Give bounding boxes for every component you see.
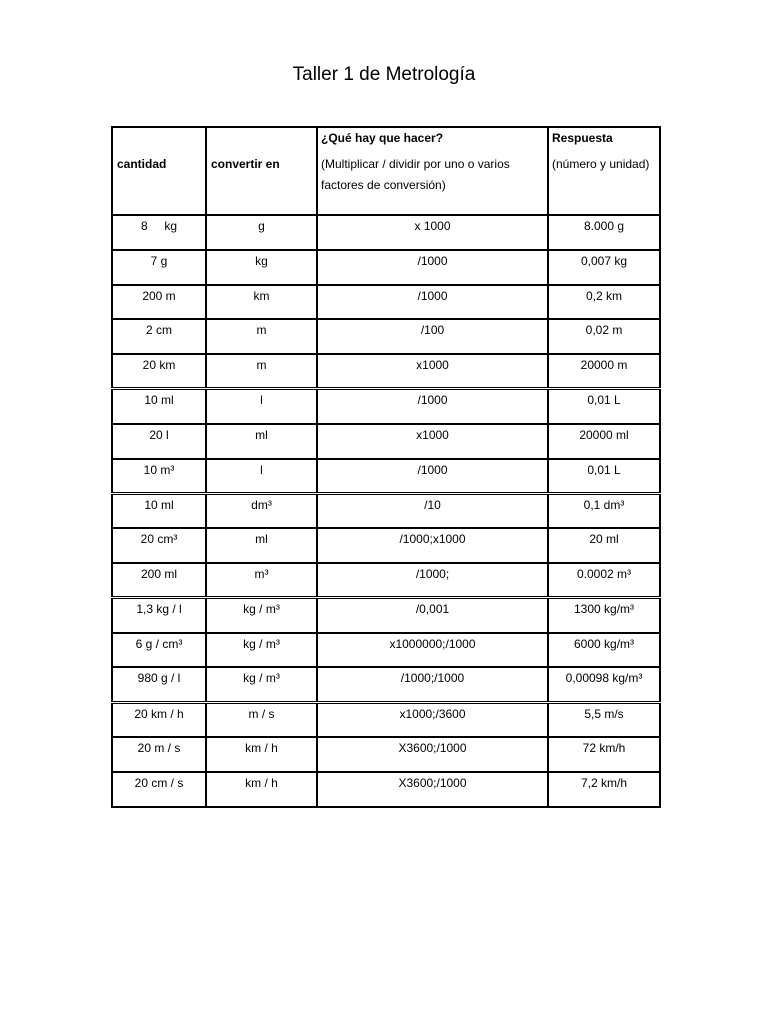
table-row <box>112 424 660 459</box>
table-row <box>112 319 660 354</box>
cell-convertir: kg <box>206 250 317 285</box>
cell-accion: /1000 <box>317 389 548 424</box>
cell-cantidad: 20 cm / s <box>112 772 206 807</box>
cell-convertir: g <box>206 215 317 250</box>
cell-respuesta: 8.000 g <box>548 215 660 250</box>
cell-cantidad: 7 g <box>112 250 206 285</box>
cell-accion: /1000 <box>317 250 548 285</box>
header-cantidad: cantidad <box>112 127 206 215</box>
cell-accion: /1000 <box>317 459 548 494</box>
header-respuesta <box>548 127 660 215</box>
cell-cantidad: 1,3 kg / l <box>112 598 206 633</box>
cell-convertir: dm³ <box>206 493 317 528</box>
cell-cantidad: 20 km <box>112 354 206 389</box>
cell-convertir: kg / m³ <box>206 633 317 668</box>
cell-accion: /1000 <box>317 285 548 320</box>
conversion-table-wrapper <box>111 126 659 808</box>
cell-accion: x1000000;/1000 <box>317 633 548 668</box>
cell-respuesta: 20 ml <box>548 528 660 563</box>
cell-cantidad: 200 m <box>112 285 206 320</box>
cell-accion: /1000; <box>317 563 548 598</box>
cell-respuesta: 0,1 dm³ <box>548 493 660 528</box>
cell-convertir: km / h <box>206 737 317 772</box>
cell-cantidad: 20 l <box>112 424 206 459</box>
cell-accion: x 1000 <box>317 215 548 250</box>
cell-cantidad: 8 kg <box>112 215 206 250</box>
cell-cantidad: 10 ml <box>112 389 206 424</box>
cell-respuesta: 0,00098 kg/m³ <box>548 667 660 702</box>
cell-accion: x1000 <box>317 424 548 459</box>
header-row <box>112 127 660 215</box>
table-row <box>112 354 660 389</box>
page-title: Taller 1 de Metrología <box>292 64 476 85</box>
header-convertir: convertir en <box>206 127 317 215</box>
cell-convertir: l <box>206 389 317 424</box>
cell-cantidad: 10 m³ <box>112 459 206 494</box>
header-respuesta-title: Respuesta <box>552 131 613 145</box>
cell-convertir: km <box>206 285 317 320</box>
cell-cantidad: 200 ml <box>112 563 206 598</box>
header-que-hacer-subtitle: (Multiplicar / dividir por uno o varios factores de conversión) <box>321 157 510 192</box>
cell-respuesta: 72 km/h <box>548 737 660 772</box>
cell-respuesta: 0.0002 m³ <box>548 563 660 598</box>
table-row <box>112 633 660 668</box>
header-que-hacer-title: ¿Qué hay que hacer? <box>321 131 444 145</box>
cell-cantidad: 20 m / s <box>112 737 206 772</box>
header-que-hacer <box>317 127 548 215</box>
table-row <box>112 285 660 320</box>
cell-accion: X3600;/1000 <box>317 772 548 807</box>
cell-cantidad: 10 ml <box>112 493 206 528</box>
table-row <box>112 493 660 528</box>
cell-respuesta: 20000 ml <box>548 424 660 459</box>
cell-respuesta: 0,01 L <box>548 459 660 494</box>
cell-respuesta: 0,01 L <box>548 389 660 424</box>
cell-accion: X3600;/1000 <box>317 737 548 772</box>
cell-convertir: kg / m³ <box>206 667 317 702</box>
table-row <box>112 250 660 285</box>
table-row <box>112 459 660 494</box>
cell-cantidad: 980 g / l <box>112 667 206 702</box>
cell-cantidad: 2 cm <box>112 319 206 354</box>
cell-accion: /1000;x1000 <box>317 528 548 563</box>
cell-respuesta: 5,5 m/s <box>548 702 660 737</box>
cell-respuesta: 0,2 km <box>548 285 660 320</box>
table-row <box>112 389 660 424</box>
table-row <box>112 737 660 772</box>
cell-convertir: m / s <box>206 702 317 737</box>
cell-convertir: km / h <box>206 772 317 807</box>
cell-convertir: kg / m³ <box>206 598 317 633</box>
table-row <box>112 215 660 250</box>
cell-convertir: l <box>206 459 317 494</box>
cell-respuesta: 1300 kg/m³ <box>548 598 660 633</box>
cell-respuesta: 0,007 kg <box>548 250 660 285</box>
cell-respuesta: 6000 kg/m³ <box>548 633 660 668</box>
cell-respuesta: 0,02 m <box>548 319 660 354</box>
conversion-table <box>111 126 661 808</box>
cell-respuesta: 20000 m <box>548 354 660 389</box>
cell-convertir: m³ <box>206 563 317 598</box>
table-row <box>112 563 660 598</box>
cell-cantidad: 20 cm³ <box>112 528 206 563</box>
cell-accion: /100 <box>317 319 548 354</box>
table-row <box>112 702 660 737</box>
cell-cantidad: 6 g / cm³ <box>112 633 206 668</box>
table-row <box>112 598 660 633</box>
table-body <box>112 215 660 807</box>
cell-convertir: ml <box>206 424 317 459</box>
cell-convertir: m <box>206 319 317 354</box>
cell-accion: x1000;/3600 <box>317 702 548 737</box>
cell-convertir: m <box>206 354 317 389</box>
table-row <box>112 772 660 807</box>
table-row <box>112 528 660 563</box>
cell-cantidad: 20 km / h <box>112 702 206 737</box>
header-respuesta-subtitle: (número y unidad) <box>552 157 650 171</box>
cell-accion: x1000 <box>317 354 548 389</box>
cell-convertir: ml <box>206 528 317 563</box>
cell-accion: /0,001 <box>317 598 548 633</box>
table-row <box>112 667 660 702</box>
cell-accion: /10 <box>317 493 548 528</box>
cell-respuesta: 7,2 km/h <box>548 772 660 807</box>
cell-accion: /1000;/1000 <box>317 667 548 702</box>
